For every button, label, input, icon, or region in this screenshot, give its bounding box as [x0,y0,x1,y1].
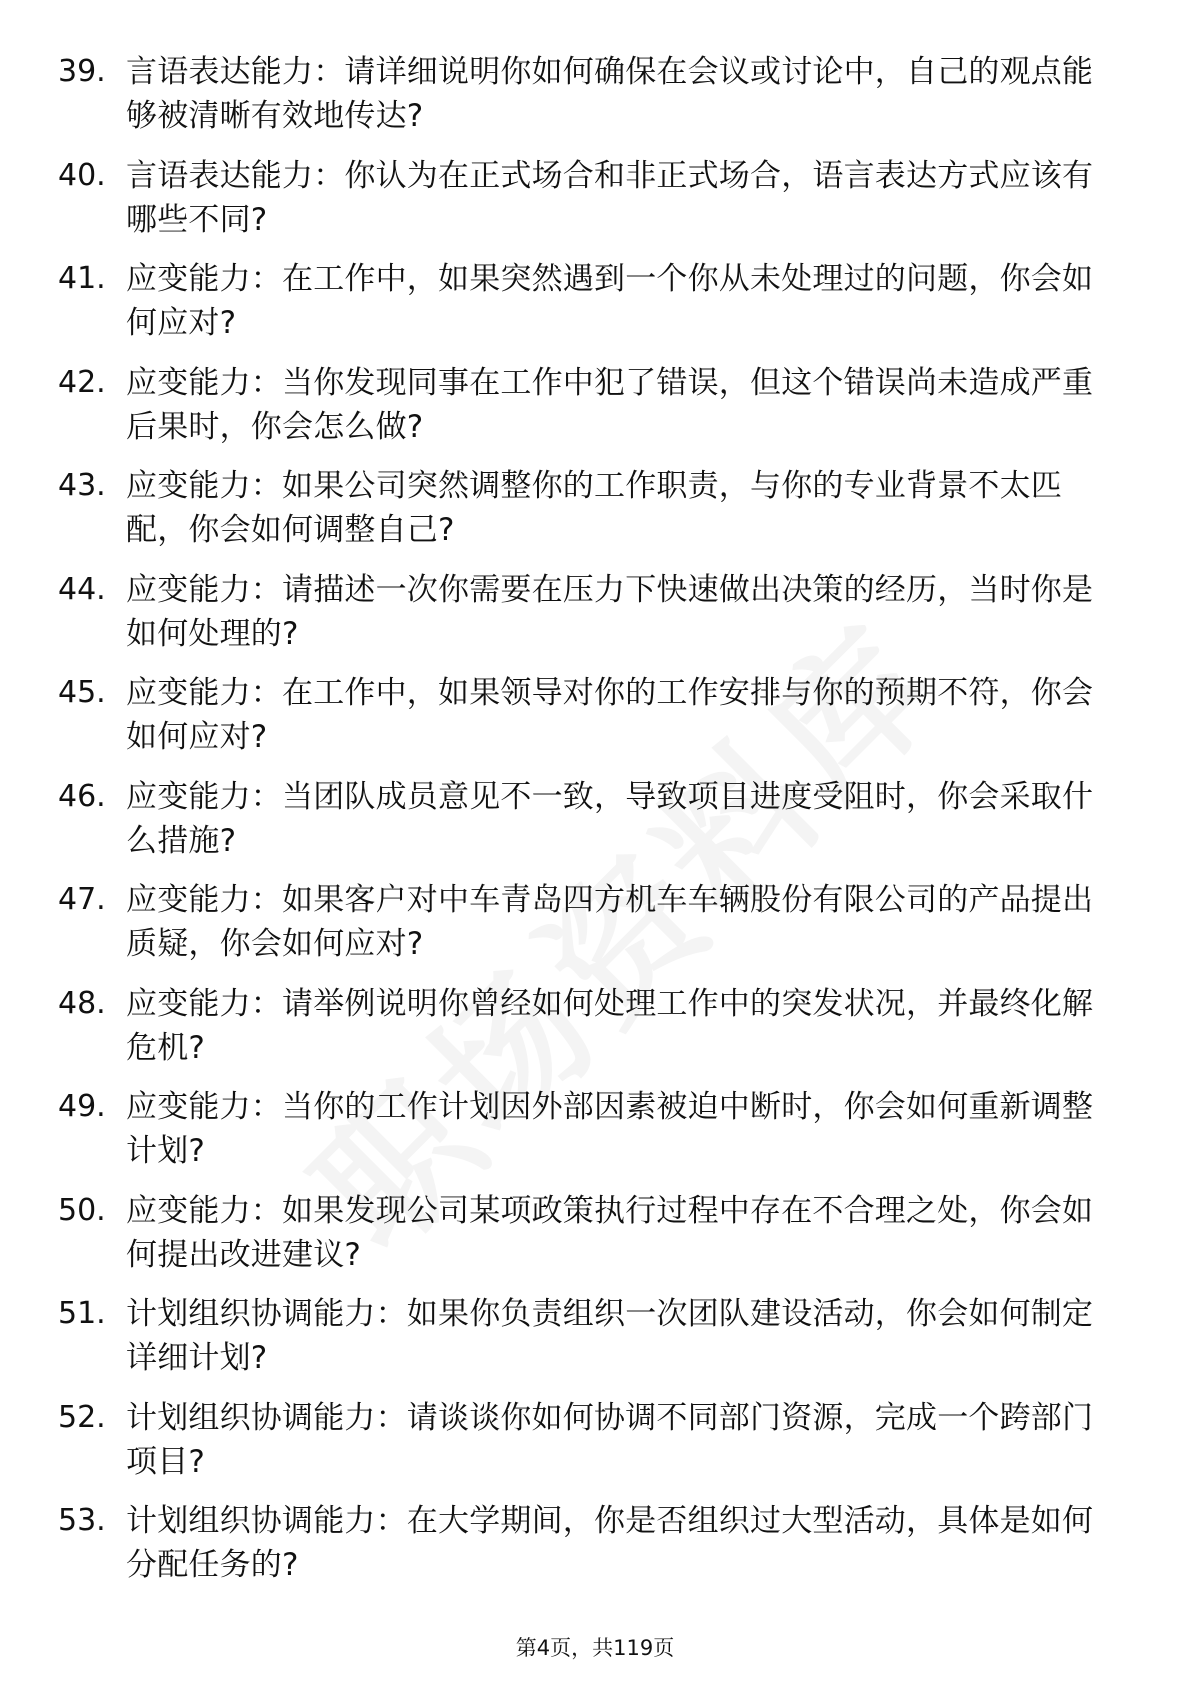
question-item [58,878,1118,982]
question-list [58,50,1118,1603]
question-text: 计划组织协调能力：请谈谈你如何协调不同部门资源，完成一个跨部门项目? [126,1399,1094,1480]
question-text: 应变能力：请举例说明你曾经如何处理工作中的突发状况，并最终化解危机? [126,985,1094,1066]
question-item [58,154,1118,258]
question-number: 43. [58,468,106,503]
question-number: 47. [58,882,106,917]
question-text: 应变能力：在工作中，如果领导对你的工作安排与你的预期不符，你会如何应对? [126,675,1094,755]
question-number: 45. [58,675,106,710]
question-item [58,1292,1118,1396]
question-number: 46. [58,778,106,814]
question-item [58,257,1118,361]
question-item [58,1189,1118,1293]
question-number: 40. [58,157,106,193]
question-number: 51. [58,1296,106,1331]
question-text: 计划组织协调能力：如果你负责组织一次团队建设活动，你会如何制定详细计划? [126,1296,1094,1376]
question-item [58,361,1118,465]
question-number: 42. [58,364,106,400]
question-text: 应变能力：当你发现同事在工作中犯了错误，但这个错误尚未造成严重后果时，你会怎么做? [126,364,1094,445]
question-number: 44. [58,571,106,607]
question-text: 应变能力：当你的工作计划因外部因素被迫中断时，你会如何重新调整计划? [126,1089,1094,1169]
page-footer: 第4页，共119页 [515,1636,675,1660]
question-text: 计划组织协调能力：在大学期间，你是否组织过大型活动，具体是如何分配任务的? [126,1503,1094,1583]
question-text: 应变能力：如果公司突然调整你的工作职责，与你的专业背景不太匹配，你会如何调整自己? [126,468,1062,548]
question-item [58,568,1118,672]
question-text: 言语表达能力：你认为在正式场合和非正式场合，语言表达方式应该有哪些不同? [126,157,1094,238]
question-number: 41. [58,261,106,296]
question-item [58,775,1118,879]
question-item [58,464,1118,568]
question-item [58,1499,1118,1603]
question-number: 53. [58,1503,106,1538]
question-text: 应变能力：请描述一次你需要在压力下快速做出决策的经历，当时你是如何处理的? [126,571,1094,652]
question-text: 言语表达能力：请详细说明你如何确保在会议或讨论中，自己的观点能够被清晰有效地传达? [126,54,1094,134]
question-number: 39. [58,54,106,89]
question-number: 48. [58,985,106,1021]
question-text: 应变能力：当团队成员意见不一致，导致项目进度受阻时，你会采取什么措施? [126,778,1094,859]
question-number: 52. [58,1399,106,1435]
question-number: 49. [58,1089,106,1124]
question-item [58,982,1118,1086]
question-item [58,1085,1118,1189]
question-text: 应变能力：如果客户对中车青岛四方机车车辆股份有限公司的产品提出质疑，你会如何应对? [126,882,1094,962]
question-text: 应变能力：在工作中，如果突然遇到一个你从未处理过的问题，你会如何应对? [126,261,1094,341]
question-item [58,671,1118,775]
question-number: 50. [58,1192,106,1228]
question-text: 应变能力：如果发现公司某项政策执行过程中存在不合理之处，你会如何提出改进建议? [126,1192,1094,1273]
question-item [58,50,1118,154]
question-item [58,1396,1118,1500]
